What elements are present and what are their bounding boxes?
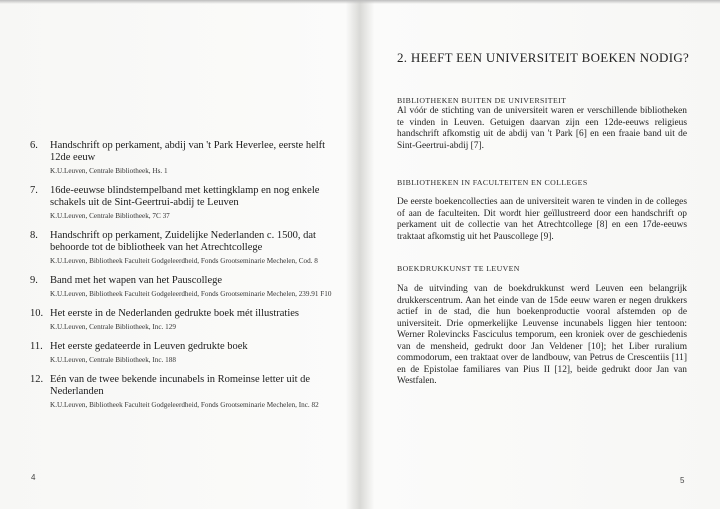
- item-source: K.U.Leuven, Bibliotheek Faculteit Godgeleerdheid, Fonds Grootseminarie Mechelen, Cod. 8: [50, 257, 318, 265]
- left-page-number: 4: [31, 473, 36, 482]
- item-source: K.U.Leuven, Bibliotheek Faculteit Godgeleerdheid, Fonds Grootseminarie Mechelen, Inc. 82: [50, 401, 319, 409]
- item-title: 16de-eeuwse blindstempelband met kettingklamp en nog enkele schakels uit de Sint-Geertrui-abdij te Leuven: [50, 185, 320, 208]
- list-item: [30, 341, 340, 365]
- section-body-printing: Na de uitvinding van de boekdrukkunst werd Leuven een belangrijk drukkerscentrum. Aan het einde van de 15de eeuw waren er negen drukkers actief in de stad, die hun boekenproductie vooral afstemden op de universiteit. Drie opmerkelijke Leuvense incunabels liggen hier tentoon: Werner Rolevincks Fasciculus temporum, een kroniek over de geschiedenis van de mensheid, gedrukt door Jan Veldener [10]; het Liber ruralium commodorum, een traktaat over de landbouw, van Petrus de Crescentiis [11] en de Epistolae familiares van Pius II [12], beide gedrukt door Jan van Westfalen.: [397, 284, 687, 386]
- item-title: Het eerste gedateerde in Leuven gedrukte boek: [50, 341, 248, 352]
- item-title: Eén van de twee bekende incunabels in Romeinse letter uit de Nederlanden: [50, 374, 311, 397]
- item-number: 9.: [30, 275, 38, 286]
- chapter-title: 2. HEEFT EEN UNIVERSITEIT BOEKEN NODIG?: [397, 50, 690, 65]
- exhibit-list: [30, 140, 340, 419]
- list-item: [30, 230, 340, 266]
- section-body-faculty-libraries: De eerste boekencollecties aan de universiteit waren te vinden in de colleges of aan de faculteiten. Dit wordt hier geïllustreerd door een handschrift op perkament uit de collectie van het Atrechtcollege [8] en een 17de-eeuws traktaat afkomstig uit het Pauscollege [9].: [397, 197, 687, 242]
- item-title: Handschrift op perkament, Zuidelijke Nederlanden c. 1500, dat behoorde tot de bibliotheek van het Atrechtcollege: [50, 230, 316, 253]
- item-title: Band met het wapen van het Pauscollege: [50, 275, 223, 286]
- item-source: K.U.Leuven, Centrale Bibliotheek, 7C 37: [50, 212, 170, 220]
- item-title: Handschrift op perkament, abdij van 't Park Heverlee, eerste helft 12de eeuw: [50, 140, 326, 163]
- list-item: [30, 308, 340, 332]
- item-source: K.U.Leuven, Centrale Bibliotheek, Hs. 1: [50, 167, 168, 175]
- section-heading-faculty-libraries: BIBLIOTHEKEN IN FACULTEITEN EN COLLEGES: [397, 178, 588, 187]
- item-number: 11.: [30, 341, 43, 352]
- item-source: K.U.Leuven, Centrale Bibliotheek, Inc. 188: [50, 356, 176, 364]
- item-source: K.U.Leuven, Centrale Bibliotheek, Inc. 129: [50, 323, 176, 331]
- left-page: [0, 0, 358, 509]
- list-item: [30, 140, 340, 176]
- item-number: 6.: [30, 140, 38, 151]
- section-heading-libraries-outside: BIBLIOTHEKEN BUITEN DE UNIVERSITEIT: [397, 96, 567, 105]
- list-item: [30, 275, 340, 299]
- section-body-libraries-outside: Al vóór de stichting van de universiteit waren er verschillende bibliotheken te vinden in Leuven. Getuigen daarvan zijn een 12de-eeuws religieus handschrift afkomstig uit de abdij van 't Park [6] en een fraaie band uit de Sint-Geertrui-abdij [7].: [397, 106, 687, 151]
- list-item: [30, 185, 340, 221]
- right-page: [362, 0, 720, 509]
- item-title: Het eerste in de Nederlanden gedrukte boek mét illustraties: [50, 308, 299, 319]
- item-number: 7.: [30, 185, 38, 196]
- item-number: 8.: [30, 230, 38, 241]
- item-source: K.U.Leuven, Bibliotheek Faculteit Godgeleerdheid, Fonds Grootseminarie Mechelen, 239.91 F10: [50, 290, 332, 298]
- section-heading-printing: BOEKDRUKKUNST TE LEUVEN: [397, 264, 520, 273]
- right-page-number: 5: [680, 476, 685, 485]
- item-number: 10.: [30, 308, 44, 319]
- list-item: [30, 374, 340, 410]
- item-number: 12.: [30, 374, 44, 385]
